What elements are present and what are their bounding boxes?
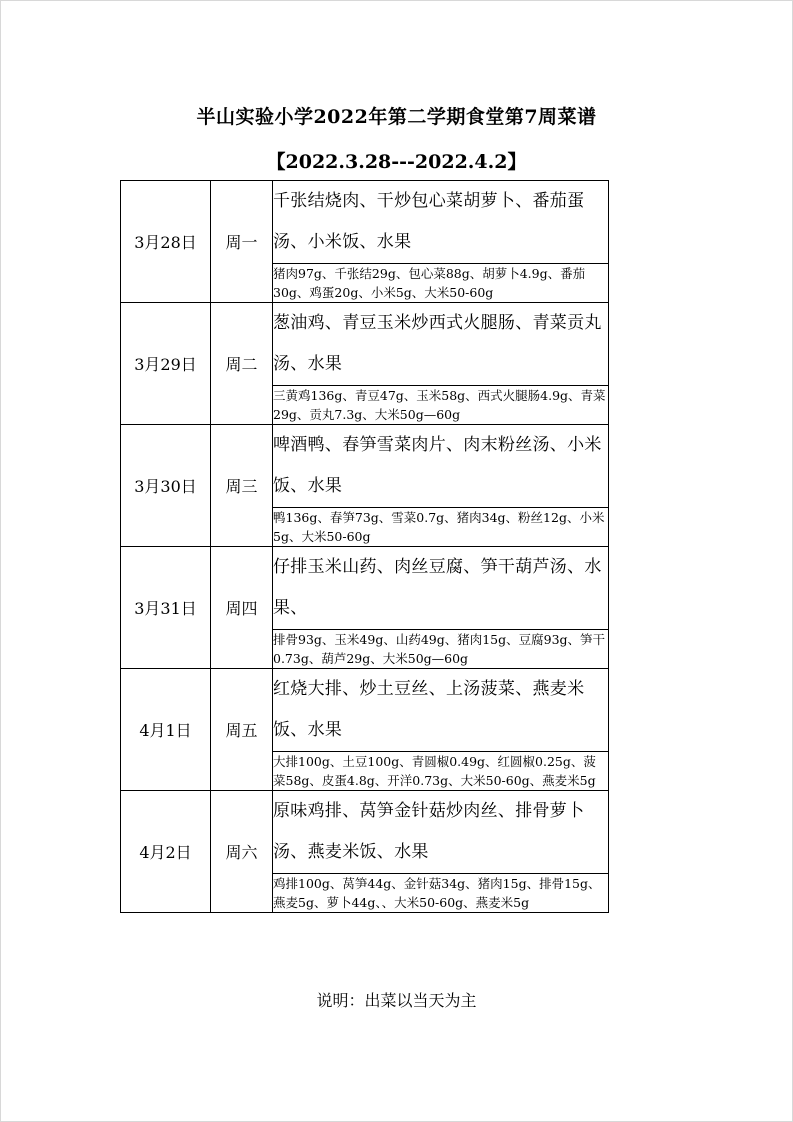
date-cell: 3月29日 <box>121 303 211 425</box>
date-cell: 3月28日 <box>121 181 211 303</box>
date-cell: 3月30日 <box>121 425 211 547</box>
dishes-cell: 红烧大排、炒土豆丝、上汤菠菜、燕麦米饭、水果 <box>273 669 609 752</box>
day-cell: 周三 <box>211 425 273 547</box>
table-row <box>121 181 609 264</box>
dishes-cell: 葱油鸡、青豆玉米炒西式火腿肠、青菜贡丸汤、水果 <box>273 303 609 386</box>
dishes-cell: 原味鸡排、莴笋金针菇炒肉丝、排骨萝卜汤、燕麦米饭、水果 <box>273 791 609 874</box>
date-cell: 4月2日 <box>121 791 211 913</box>
ingredients-cell: 排骨93g、玉米49g、山药49g、猪肉15g、豆腐93g、笋干0.73g、葫芦29g、大米50g—60g <box>273 630 609 669</box>
menu-table <box>120 180 609 913</box>
page-title: 半山实验小学2022年第二学期食堂第7周菜谱 <box>196 106 597 128</box>
ingredients-cell: 大排100g、土豆100g、青圆椒0.49g、红圆椒0.25g、菠菜58g、皮蛋4.8g、开洋0.73g、大米50-60g、燕麦米5g <box>273 752 609 791</box>
dishes-cell: 啤酒鸭、春笋雪菜肉片、肉末粉丝汤、小米饭、水果 <box>273 425 609 508</box>
table-row <box>121 791 609 874</box>
day-cell: 周四 <box>211 547 273 669</box>
table-row <box>121 547 609 630</box>
ingredients-cell: 鸭136g、春笋73g、雪菜0.7g、猪肉34g、粉丝12g、小米5g、大米50-60g <box>273 508 609 547</box>
date-cell: 3月31日 <box>121 547 211 669</box>
dishes-cell: 仔排玉米山药、肉丝豆腐、笋干葫芦汤、水果、 <box>273 547 609 630</box>
day-cell: 周二 <box>211 303 273 425</box>
date-cell: 4月1日 <box>121 669 211 791</box>
day-cell: 周一 <box>211 181 273 303</box>
day-cell: 周五 <box>211 669 273 791</box>
table-row <box>121 425 609 508</box>
dishes-cell: 千张结烧肉、干炒包心菜胡萝卜、番茄蛋汤、小米饭、水果 <box>273 181 609 264</box>
ingredients-cell: 猪肉97g、千张结29g、包心菜88g、胡萝卜4.9g、番茄30g、鸡蛋20g、小米5g、大米50-60g <box>273 264 609 303</box>
table-row <box>121 303 609 386</box>
ingredients-cell: 三黄鸡136g、青豆47g、玉米58g、西式火腿肠4.9g、青菜29g、贡丸7.3g、大米50g—60g <box>273 386 609 425</box>
day-cell: 周六 <box>211 791 273 913</box>
ingredients-cell: 鸡排100g、莴笋44g、金针菇34g、猪肉15g、排骨15g、燕麦5g、萝卜44g、、大米50-60g、燕麦米5g <box>273 874 609 913</box>
date-range: 【2022.3.28---2022.4.2】 <box>266 151 527 173</box>
table-row <box>121 669 609 752</box>
footnote: 说明：出菜以当天为主 <box>316 991 477 1010</box>
